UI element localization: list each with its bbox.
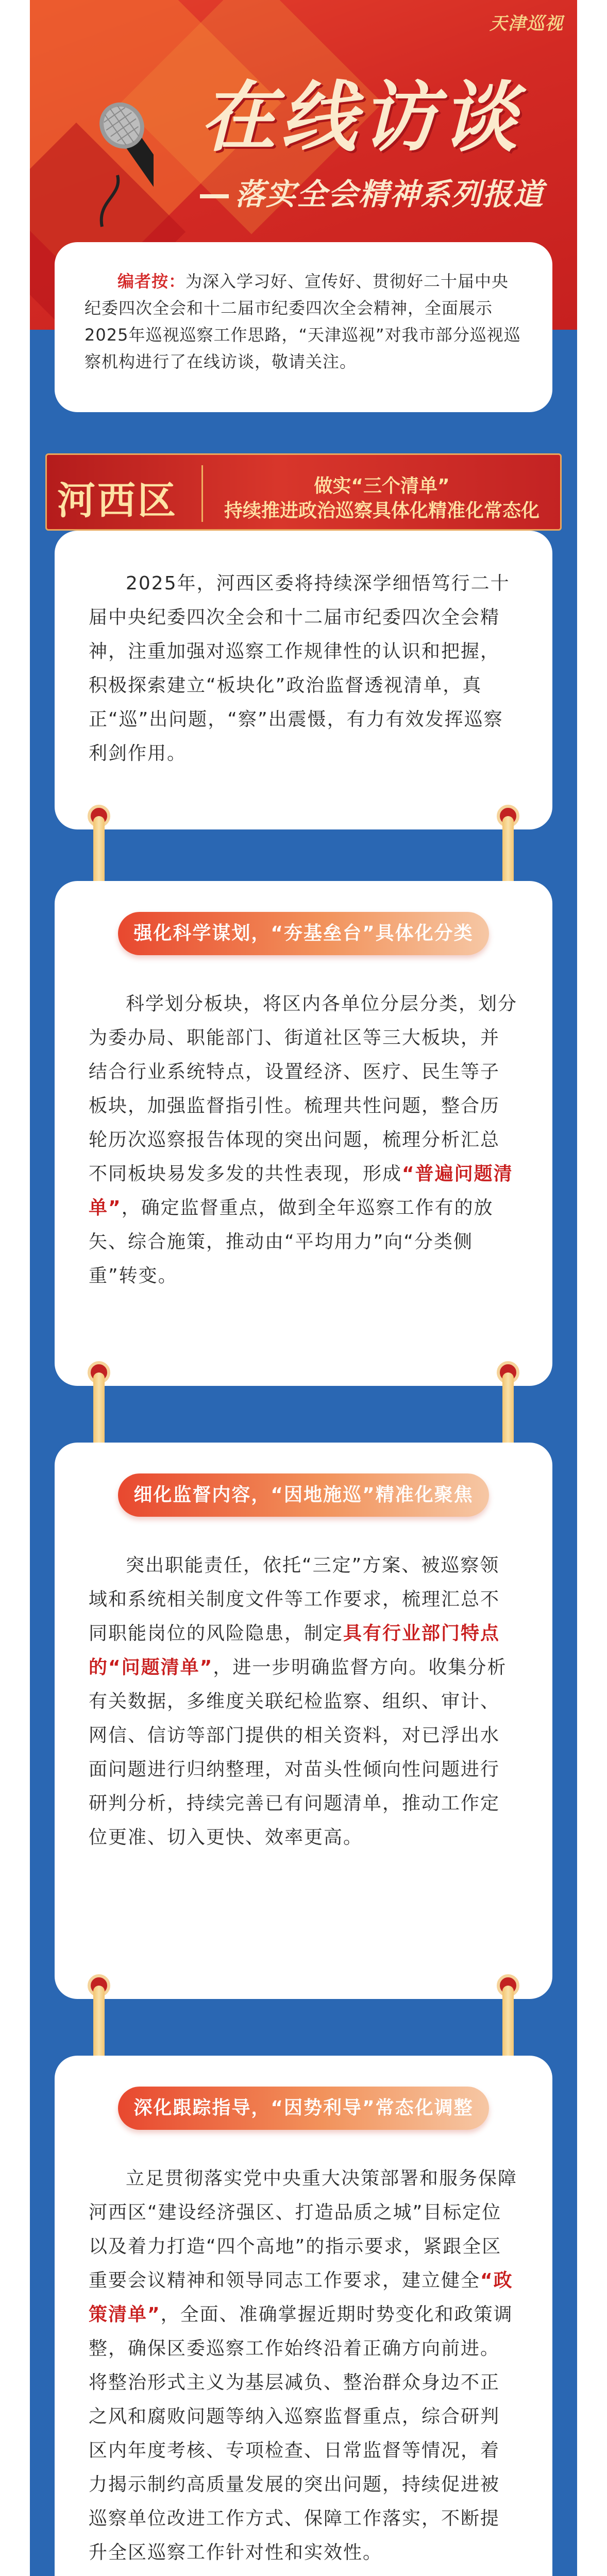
dash-mark <box>200 194 229 198</box>
district-banner <box>45 453 562 531</box>
intro-card <box>55 531 552 829</box>
section-card <box>55 881 552 1386</box>
section-text: 科学划分板块，将区内各单位分层分类，划分为委办局、职能部门、街道社区等三大板块，并结合行业系统特点，设置经济、医疗、民生等子板块，加强监督指引性。梳理共性问题，整合历轮历次巡察报告体现的突出问题，梳理分析汇总不同板块易发多发的共性表现，形成 <box>89 993 518 1184</box>
section-paragraph <box>89 1549 518 1855</box>
section-heading: 细化监督内容，“因地施巡”精准化聚焦 <box>118 1473 489 1517</box>
section-text: 突出职能责任，依托“三定”方案、被巡察领域和系统相关制度文件等工作要求，梳理汇总不同职能岗位的风险隐患，制定 <box>89 1555 500 1644</box>
section-text: ，确定监督重点，做到全年巡察工作有的放矢、综合施策，推动由“平均用力”向“分类侧重”转变。 <box>89 1197 494 1286</box>
page-title: 在线访谈 <box>200 73 521 162</box>
section-heading: 强化科学谋划，“夯基垒台”具体化分类 <box>118 912 489 955</box>
banner-divider <box>201 465 203 522</box>
section-card <box>55 2056 552 2576</box>
microphone-icon <box>92 98 154 237</box>
section-text: ，全面、准确掌握近期时势变化和政策调整，确保区委巡察工作始终沿着正确方向前进。将整治形式主义为基层减负、整治群众身边不正之风和腐败问题等纳入巡察监督重点，综合研判区内年度考核、专项检查、日常监督等情况，着力揭示制约高质量发展的突出问题，持续促进被巡察单位改进工作方式、保障工作落实，不断提升全区巡察工作针对性和实效性。 <box>89 2304 513 2563</box>
section-text: 立足贯彻落实党中央重大决策部署和服务保障河西区“建设经济强区、打造品质之城”目标定位以及着力打造“四个高地”的指示要求，紧跟全区重要会议精神和领导同志工作要求，建立健全 <box>89 2168 518 2291</box>
district-name: 河西区 <box>57 479 178 523</box>
section-paragraph <box>89 2162 518 2570</box>
banner-slogan-line1: 做实“三个清单” <box>314 476 450 497</box>
article-page <box>30 0 577 2576</box>
editor-note <box>85 268 522 375</box>
page-subtitle <box>200 170 544 213</box>
banner-slogan-line2: 持续推进政治巡察具体化精准化常态化 <box>224 500 539 521</box>
page-subtitle-text: 落实全会精神系列报道 <box>235 177 545 212</box>
section-highlight: “普遍问题清单” <box>89 1163 513 1218</box>
brand-logo: 天津巡视 <box>490 13 564 34</box>
section-highlight: 具有行业部门特点的“问题清单” <box>89 1623 500 1678</box>
editor-note-label: 编者按： <box>117 272 186 291</box>
section-highlight: “政策清单” <box>89 2270 513 2325</box>
section-heading: 深化跟踪指导，“因势利导”常态化调整 <box>118 2087 489 2130</box>
intro-paragraph: 2025年，河西区委将持续深学细悟笃行二十届中央纪委四次全会和十二届市纪委四次全会精神，注重加强对巡察工作规律性的认识和把握，积极探索建立“板块化”政治监督透视清单，真正“巡”出问题，“察”出震慑，有力有效发挥巡察利剑作用。 <box>89 573 510 764</box>
section-text: ，进一步明确监督方向。收集分析有关数据，多维度关联纪检监察、组织、审计、网信、信访等部门提供的相关资料，对已浮出水面问题进行归纳整理，对苗头性倾向性问题进行研判分析，持续完善已有问题清单，推动工作定位更准、切入更快、效率更高。 <box>89 1657 507 1848</box>
editor-note-text: 为深入学习好、宣传好、贯彻好二十届中央纪委四次全会和十二届市纪委四次全会精神，全面展示2025年巡视巡察工作思路，“天津巡视”对我市部分巡视巡察机构进行了在线访谈，敬请关注。 <box>85 272 521 371</box>
section-paragraph <box>89 987 518 1293</box>
editor-note-card <box>55 242 552 412</box>
section-card <box>55 1443 552 1999</box>
